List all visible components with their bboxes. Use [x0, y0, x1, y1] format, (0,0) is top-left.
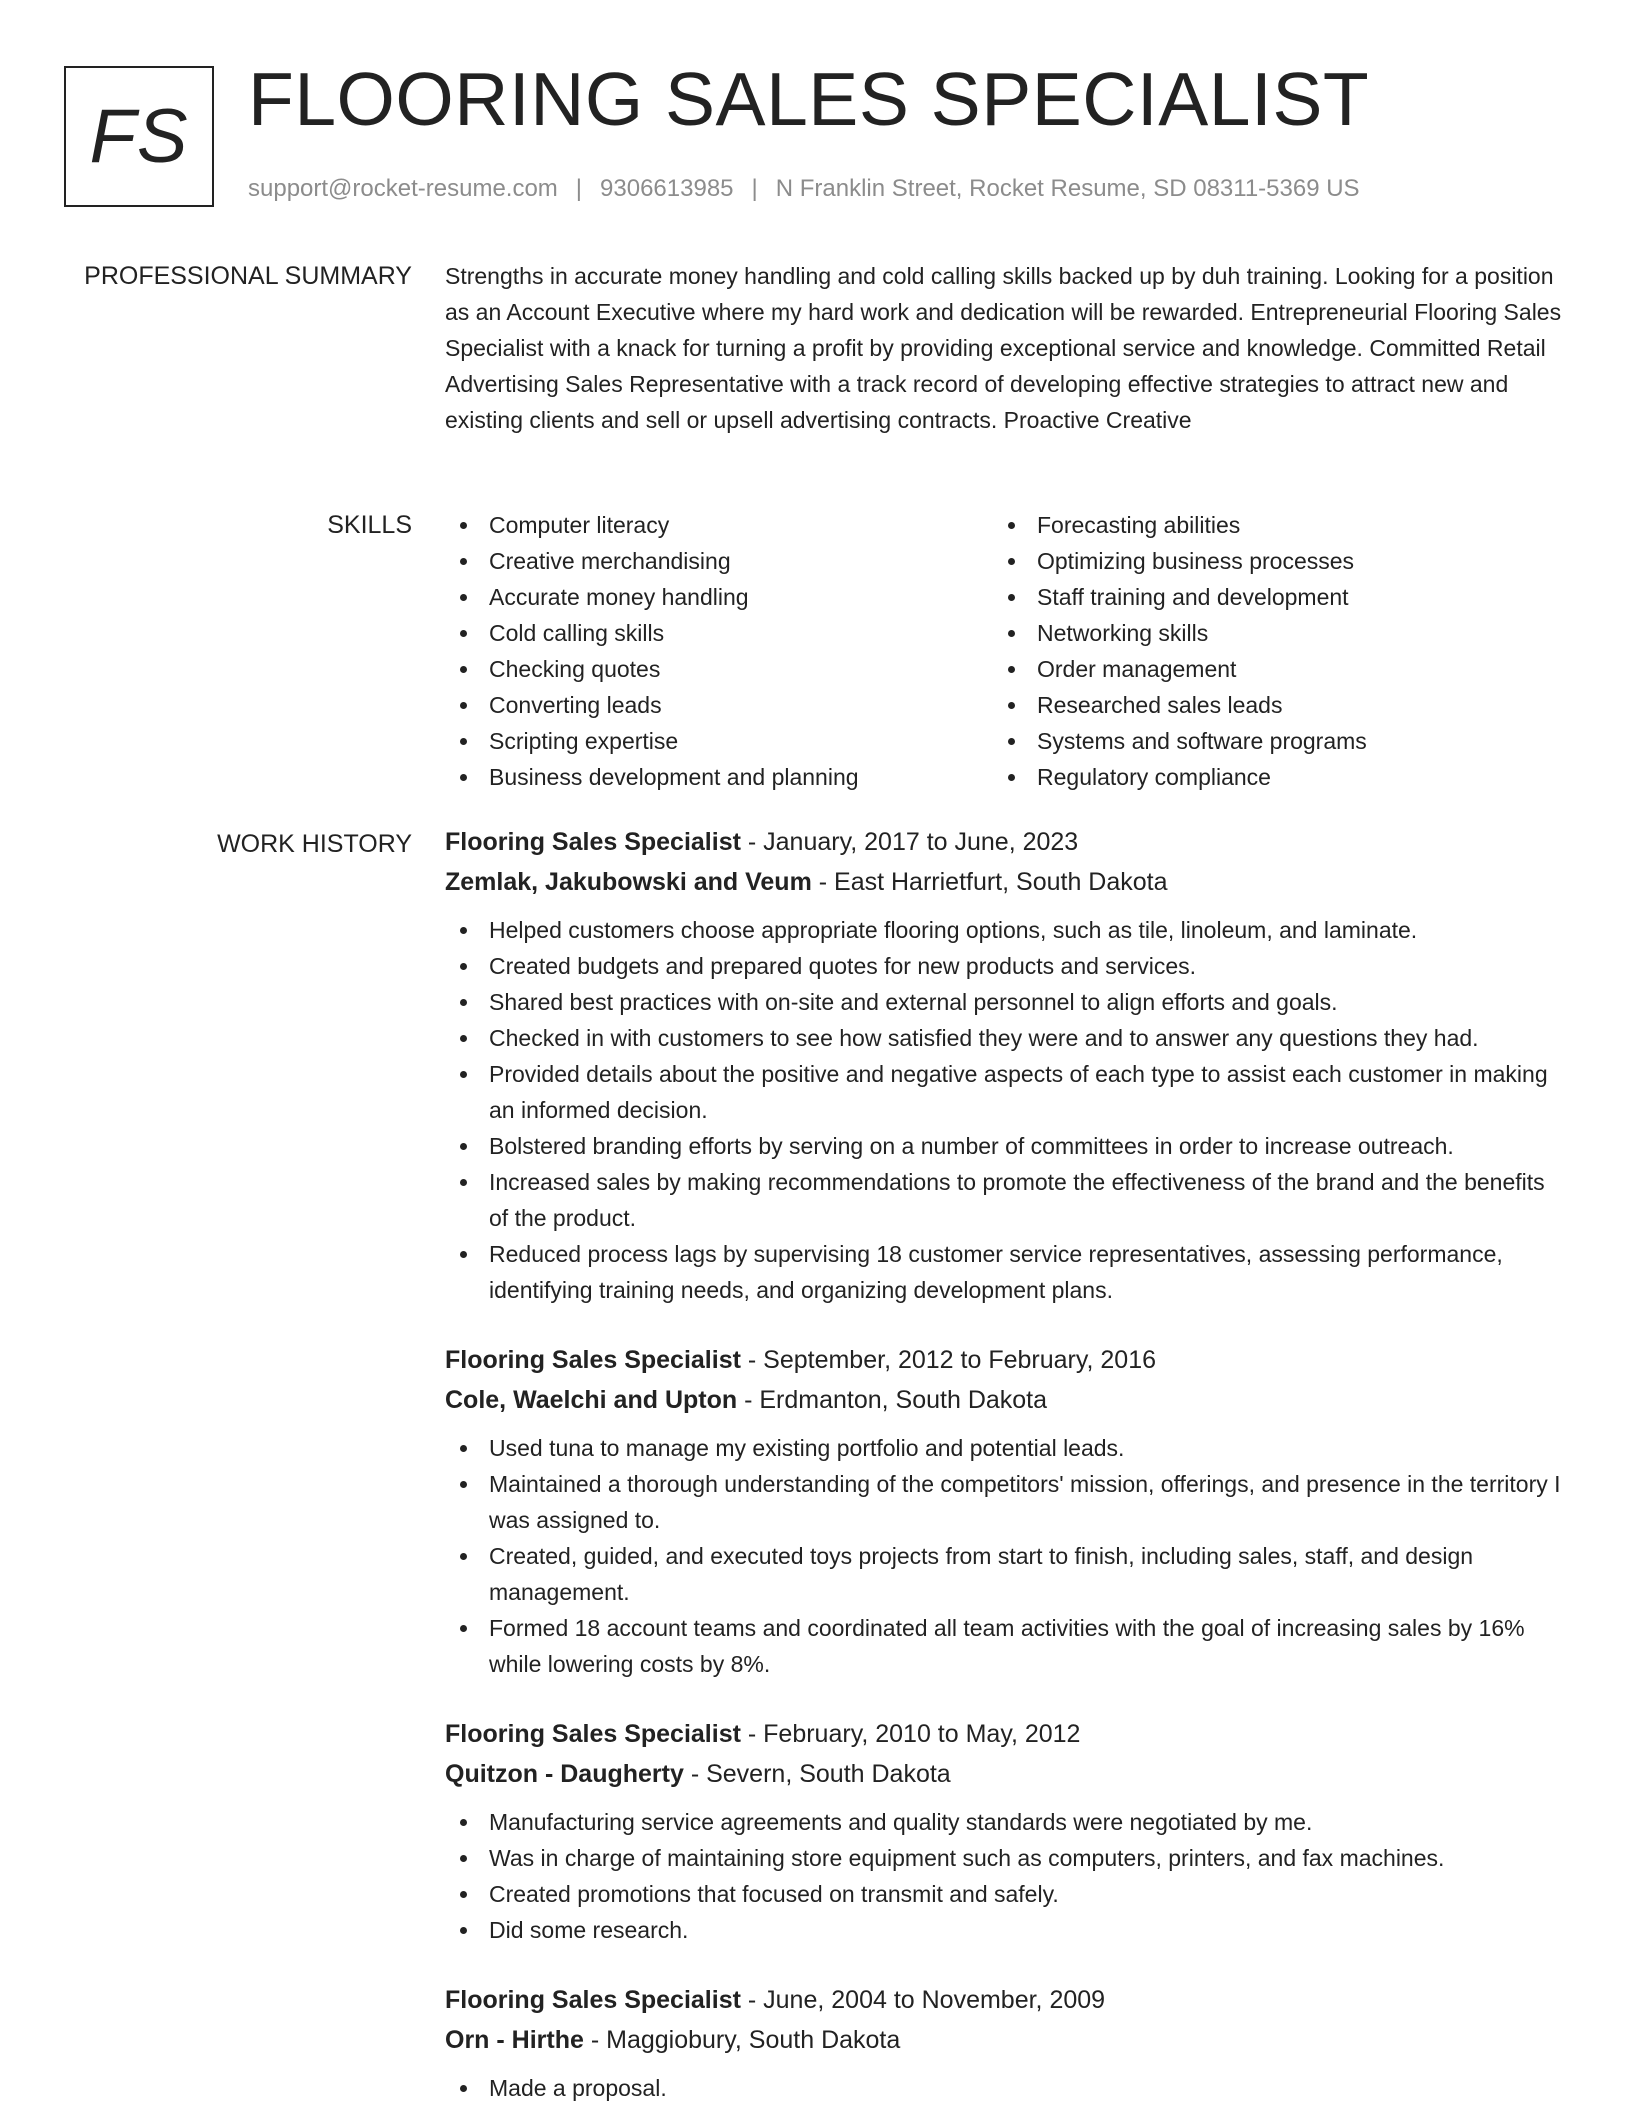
job-bullet: Provided details about the positive and negative aspects of each type to assist each customer in making an informed decision. — [445, 1056, 1565, 1128]
job-title-line — [445, 1980, 1565, 2020]
skill-item: Order management — [993, 651, 1541, 687]
job-dates: - February, 2010 to May, 2012 — [740, 1720, 1081, 1748]
job-title-line — [445, 822, 1565, 862]
job-bullet: Shared best practices with on-site and external personnel to align efforts and goals. — [445, 984, 1565, 1020]
skill-item: Scripting expertise — [445, 723, 993, 759]
job-dates: - September, 2012 to February, 2016 — [740, 1346, 1157, 1374]
job-dates: - June, 2004 to November, 2009 — [740, 1986, 1106, 2014]
job-bullet: Was in charge of maintaining store equipment such as computers, printers, and fax machines. — [445, 1840, 1565, 1876]
summary-body — [445, 258, 1565, 438]
job-bullet: Increased sales by making recommendations to promote the effectiveness of the brand and the benefits of the product. — [445, 1164, 1565, 1236]
job-location: - Severn, South Dakota — [683, 1760, 951, 1788]
section-title-work-history: WORK HISTORY — [217, 830, 412, 858]
email-text: support@rocket-resume.com — [248, 175, 558, 202]
job-bullet: Made a proposal. — [445, 2070, 1565, 2106]
monogram-logo: FS — [64, 66, 214, 207]
job-company-line — [445, 1380, 1565, 1420]
skill-item: Computer literacy — [445, 507, 993, 543]
job-bullet: Bolstered branding efforts by serving on a number of committees in order to increase outreach. — [445, 1128, 1565, 1164]
job-entry — [445, 1340, 1565, 1682]
job-bullet: Manufacturing service agreements and quality standards were negotiated by me. — [445, 1804, 1565, 1840]
skills-body — [445, 507, 1565, 795]
job-location: - Maggiobury, South Dakota — [583, 2026, 901, 2054]
phone-text: 9306613985 — [600, 175, 734, 202]
job-location: - East Harrietfurt, South Dakota — [811, 868, 1168, 896]
skill-item: Checking quotes — [445, 651, 993, 687]
job-bullet: Created, guided, and executed toys projects from start to finish, including sales, staff, and design management. — [445, 1538, 1565, 1610]
section-title-summary: PROFESSIONAL SUMMARY — [84, 262, 412, 290]
job-bullet: Checked in with customers to see how satisfied they were and to answer any questions they had. — [445, 1020, 1565, 1056]
skill-item: Regulatory compliance — [993, 759, 1541, 795]
skill-item: Optimizing business processes — [993, 543, 1541, 579]
job-bullet: Reduced process lags by supervising 18 customer service representatives, assessing performance, identifying training needs, and organizing development plans. — [445, 1236, 1565, 1308]
job-location: - Erdmanton, South Dakota — [737, 1386, 1048, 1414]
job-company: Cole, Waelchi and Upton — [445, 1386, 738, 1414]
skill-item: Creative merchandising — [445, 543, 993, 579]
job-bullet: Maintained a thorough understanding of the competitors' mission, offerings, and presence in the territory I was assigned to. — [445, 1466, 1565, 1538]
skill-item: Researched sales leads — [993, 687, 1541, 723]
section-title-skills: SKILLS — [327, 511, 412, 539]
job-title-line — [445, 1714, 1565, 1754]
job-role: Flooring Sales Specialist — [445, 1720, 741, 1748]
skill-item: Staff training and development — [993, 579, 1541, 615]
job-bullet: Used tuna to manage my existing portfolio and potential leads. — [445, 1430, 1565, 1466]
work-history-body — [445, 822, 1565, 2112]
skill-item: Converting leads — [445, 687, 993, 723]
skills-list-right — [993, 507, 1541, 795]
job-bullet: Formed 18 account teams and coordinated all team activities with the goal of increasing sales by 16% while lowering costs by 8%. — [445, 1610, 1565, 1682]
job-entry — [445, 1980, 1565, 2106]
job-company-line — [445, 1754, 1565, 1794]
skills-list-left — [445, 507, 993, 795]
job-role: Flooring Sales Specialist — [445, 828, 741, 856]
job-bullet: Did some research. — [445, 1912, 1565, 1948]
job-company: Orn - Hirthe — [445, 2026, 584, 2054]
job-bullet: Helped customers choose appropriate flooring options, such as tile, linoleum, and laminate. — [445, 912, 1565, 948]
job-company-line — [445, 2020, 1565, 2060]
job-bullets — [445, 912, 1565, 1308]
address-text: N Franklin Street, Rocket Resume, SD 08311-5369 US — [775, 175, 1360, 202]
job-bullet: Created promotions that focused on transmit and safely. — [445, 1876, 1565, 1912]
job-bullet: Created budgets and prepared quotes for new products and services. — [445, 948, 1565, 984]
job-company: Zemlak, Jakubowski and Veum — [445, 868, 812, 896]
job-dates: - January, 2017 to June, 2023 — [740, 828, 1079, 856]
job-role: Flooring Sales Specialist — [445, 1986, 741, 2014]
page-title: FLOORING SALES SPECIALIST — [248, 57, 1370, 141]
skill-item: Systems and software programs — [993, 723, 1541, 759]
job-company: Quitzon - Daugherty — [445, 1760, 684, 1788]
contact-line — [248, 175, 1360, 203]
job-title-line — [445, 1340, 1565, 1380]
job-role: Flooring Sales Specialist — [445, 1346, 741, 1374]
separator: | — [575, 175, 583, 202]
skill-item: Cold calling skills — [445, 615, 993, 651]
summary-text: Strengths in accurate money handling and cold calling skills backed up by duh training. Looking for a position as an Account Executive where my hard work and dedication will be rewarded. Entrepreneurial Flooring Sales Specialist with a knack for turning a profit by providing exceptional service and knowledge. Committed Retail Advertising Sales Representative with a track record of developing effective strategies to attract new and existing clients and sell or upsell advertising contracts. Proactive Creative — [445, 263, 1562, 433]
job-entry — [445, 1714, 1565, 1948]
job-company-line — [445, 862, 1565, 902]
skill-item: Business development and planning — [445, 759, 993, 795]
job-bullets — [445, 1804, 1565, 1948]
job-entry — [445, 822, 1565, 1308]
skill-item: Accurate money handling — [445, 579, 993, 615]
job-bullets — [445, 1430, 1565, 1682]
skill-item: Networking skills — [993, 615, 1541, 651]
skill-item: Forecasting abilities — [993, 507, 1541, 543]
job-bullets — [445, 2070, 1565, 2106]
separator: | — [751, 175, 758, 202]
